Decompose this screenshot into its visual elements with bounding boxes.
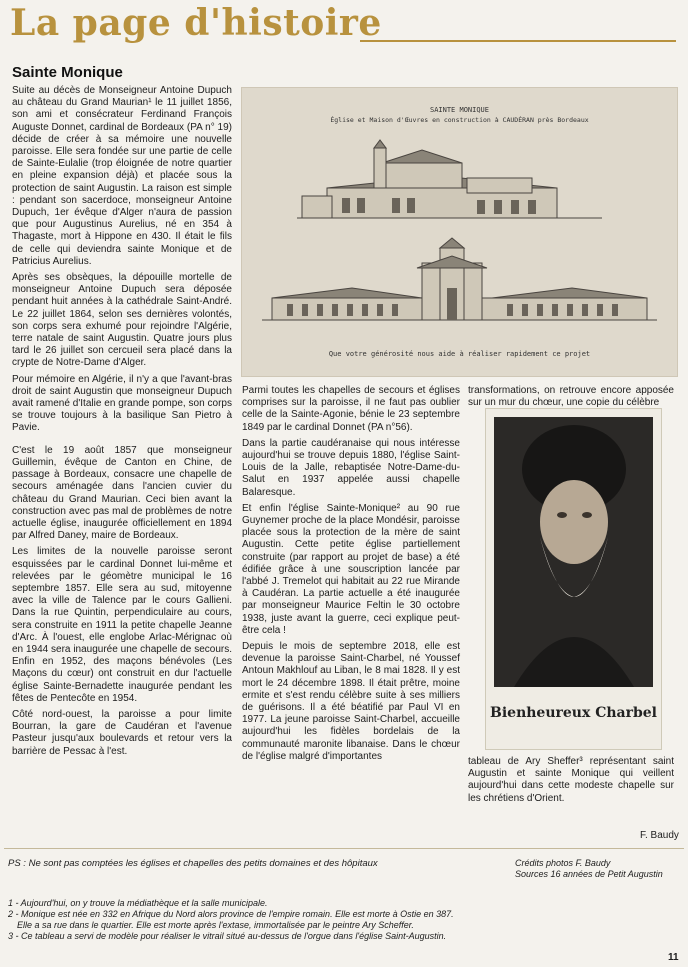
charbel-portrait-photo <box>485 408 662 750</box>
paragraph: tableau de Ary Sheffer³ représentant saint Augustin et sainte Monique qui veillent aujourd'hui dans cette modeste chapelle sur les chrétiens d'Orient. <box>468 756 674 804</box>
paragraph: Et enfin l'église Sainte-Monique² au 90 rue Guynemer proche de la place Mondésir, paroisse placée sous la protection de la mère de saint Augustin. Cette petite église partiellement construite (par rapport au projet de base) a été édifiée grâce à une souscription lancée par l'abbé J. Tremelot qui habitait au 22 rue Mirande à Caudéran. La partie actuelle a été inaugurée par monseigneur Maurice Feltin le 30 octobre 1938, juste avant la guerre, ceci explique peut-être cela ! <box>242 502 460 636</box>
church-drawing <box>242 88 677 376</box>
paragraph: Dans la partie caudéranaise qui nous intéresse aujourd'hui se trouve depuis 1880, l'église Saint-Louis de la Jalle, rebaptisée Notre-Dame-du-Salut en 1937 appelée aussi chapelle Balaresque. <box>242 437 460 498</box>
photo-caption-bottom: Que votre générosité nous aide à réaliser rapidement ce projet <box>328 350 591 358</box>
paragraph: Les limites de la nouvelle paroisse seront esquissées par le cardinal Donnet lui-même et relevées par le géomètre municipal le 16 septembre 1857. Elle sera au sud, mitoyenne avec la ville de Talence par le cours Gallieni. Dans la rue Quintin, perpendiculaire au cours, sera construite en 1911 la petite chapelle Jeanne d'Arc. À l'ouest, elle englobe Arlac-Mérignac où en 1944 sera inaugurée une chapelle de secours. Enfin en 1952, des maçons bénévoles (Les Maçons du cœur) ont construit en dur l'actuelle église Sainte-Bernadette inaugurée pendant les fêtes de Pentecôte en 1954. <box>12 546 232 704</box>
column-2 <box>242 385 460 767</box>
paragraph: Pour mémoire en Algérie, il n'y a que l'avant-bras droit de saint Augustin que monseigneur Dupuch avait ramené d'Italie en grande pompe, son corps se trouve toujours à la basilique San Pietro à Pavie. <box>12 373 232 434</box>
paragraph: C'est le 19 août 1857 que monseigneur Guillemin, évêque de Canton en Chine, de passage à Bordeaux, consacre une chapelle de secours aménagée dans l'ancien cuvier du château du Grand Maurian. Ceci bien avant la construction avec pas mal de problèmes de notre actuelle église, inaugurée officiellement en 1894 par Alfred Daney, maire de Bordeaux. <box>12 444 232 542</box>
footer-divider <box>4 848 684 849</box>
footnote-2: 2 - Monique est née en 332 en Afrique du Nord alors province de l'empire romain. Elle est morte à Ostie en 387. <box>8 909 454 919</box>
paragraph: Parmi toutes les chapelles de secours et églises comprises sur la paroisse, il ne faut pas oublier celle de la Sainte-Agonie, bénie le 23 septembre 1849 par le cardinal Donnet (PA n°56). <box>242 385 460 433</box>
page-number: 11 <box>668 952 679 963</box>
paragraph: transformations, on retrouve encore apposée sur un mur du chœur, une copie du célèbre <box>468 385 674 409</box>
church-drawing-photo <box>241 87 678 377</box>
title-rule <box>360 40 676 42</box>
paragraph: Suite au décès de Monseigneur Antoine Dupuch au château du Grand Maurian¹ le 11 juillet 1856, son ami et consécrateur Ferdinand François Auguste Donnet, cardinal de Bordeaux (PA n° 19) décide de créer à sa mémoire une nouvelle paroisse. Elle sera fondée sur une partie de celle de Sainte-Eulalie (trop éloignée de notre quartier en pleine expansion déjà) et placée sous la protection de saint Augustin. La raison est simple : pendant son sacerdoce, monseigneur Antoine Dupuch, 1er évêque d'Alger n'aura de passion que pour Augustinus Aurelius, né en 354 à Thagaste, mort à Hippone en 430. Il était le fils de celle qui deviendra sainte Monique et de Patricius Aurelius. <box>12 85 232 267</box>
portrait-caption: Bienheureux Charbel <box>490 705 657 721</box>
footnote-2-continued: Elle a sa rue dans le quartier. Elle est morte après l'extase, immortalisée par le peintre Ary Scheffer. <box>17 920 414 930</box>
paragraph: Côté nord-ouest, la paroisse a pour limite Bourran, la gare de Caudéran et l'avenue Pasteur jusqu'aux boulevards et retour vers la barrière de Pessac à l'est. <box>12 708 232 757</box>
footnotes <box>8 898 488 942</box>
photo-caption-subtitle: Église et Maison d'Œuvres en construction à CAUDÉRAN près Bordeaux <box>330 116 589 124</box>
footnote-3: 3 - Ce tableau a servi de modèle pour réaliser le vitrail situé au-dessus de l'orgue dans l'église Saint-Augustin. <box>8 931 447 941</box>
sources-credits: Sources 16 années de Petit Augustin <box>515 869 663 879</box>
column-1 <box>12 85 232 762</box>
paragraph: Depuis le mois de septembre 2018, elle est devenue la paroisse Saint-Charbel, né Youssef Antoun Makhlouf au Liban, le 8 mai 1828. Il y est mort le 24 décembre 1898. Il était prêtre, moine ermite et s'est rendu célèbre suite à ses milliers de guérisons. Il a été béatifié par Paul VI en 1977. La jeune paroisse Saint-Charbel, accueille aujourd'hui les fidèles bordelais de la communauté maronite libanaise. Dans le chœur de l'église malgré d'importantes <box>242 641 460 762</box>
photo-credits: Crédits photos F. Baudy <box>515 858 611 868</box>
portrait-image <box>494 417 653 687</box>
ps-note: PS : Ne sont pas comptées les églises et chapelles des petits domaines et des hôpitaux <box>8 858 378 869</box>
page-title: La page d'histoire <box>10 2 382 44</box>
footnote-1: 1 - Aujourd'hui, on y trouve la médiathèque et la salle municipale. <box>8 898 268 908</box>
photo-caption-title: SAINTE MONIQUE <box>429 106 489 114</box>
credits <box>515 858 663 880</box>
author-signature: F. Baudy <box>640 830 679 841</box>
column-3-bottom <box>468 756 674 809</box>
paragraph: Après ses obsèques, la dépouille mortelle de monseigneur Antoine Dupuch sera déposée pendant huit années à la cathédrale Saint-André. Le 22 juillet 1864, selon ses dernières volontés, son corps sera exhumé pour rejoindre l'Algérie, terre natale de saint Augustin. Quatre jours plus tard le 26 juillet son cercueil sera placé dans la crypte de Notre-Dame d'Alger. <box>12 272 232 369</box>
article-title: Sainte Monique <box>12 64 123 81</box>
